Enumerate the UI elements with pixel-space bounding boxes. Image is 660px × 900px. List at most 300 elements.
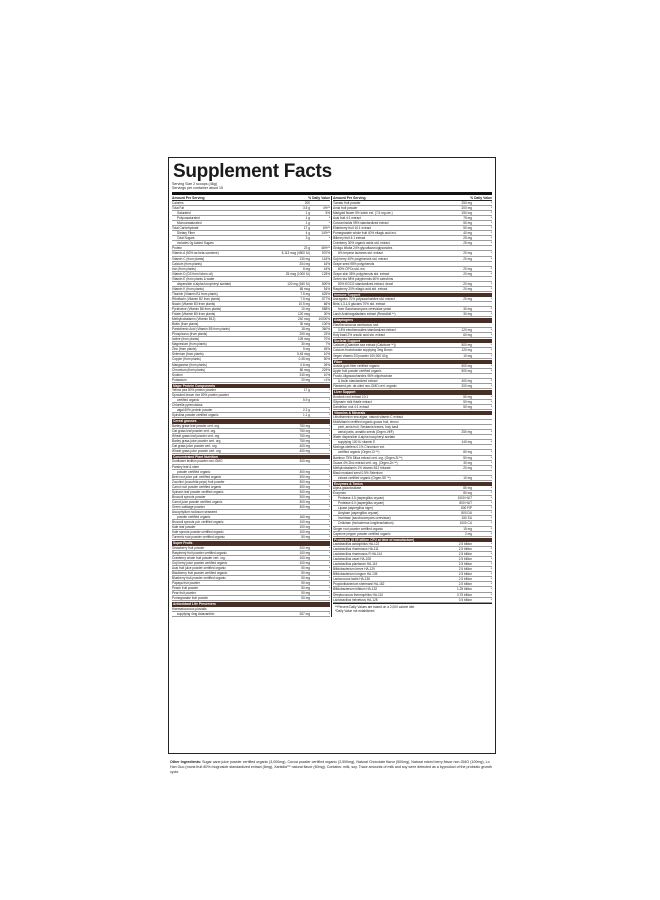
ingredient-row [333, 333, 492, 338]
ingredient-name: Copper (from plants) [172, 357, 201, 362]
ingredient-daily-value: * [490, 384, 492, 389]
ingredient-amount: 250 mg [461, 201, 472, 206]
ingredient-daily-value: * [328, 408, 330, 413]
footnote-not-established: *Daily Value not established [335, 608, 375, 613]
ingredient-name: Lithothamnion sea algae, natural vitamin C extract [333, 415, 403, 420]
footnotes [333, 603, 492, 614]
ingredient-amount: 25 mg [463, 236, 472, 241]
ingredient-daily-value: * [328, 423, 330, 428]
section-header: Adaptogens [333, 318, 492, 322]
ingredient-name: Invertase (saccharomyces cerevisiae) [338, 516, 391, 521]
ingredient-name: Bifidobacterium bifidum HA-132 [333, 587, 378, 592]
ingredient-amount [439, 374, 472, 378]
ingredient-name: Haematococcus pluvialis [172, 606, 207, 611]
other-ingredients-label: Other Ingredients: [170, 760, 202, 764]
ingredient-name: Chlorella pyrenoidosa [172, 403, 203, 408]
ingredient-daily-value [472, 435, 492, 439]
ingredient-name: Pomegranate fruit powder [172, 596, 209, 601]
ingredient-amount: 200 [304, 201, 310, 206]
ingredient-name: Dandelion root 4:1 extract [333, 404, 369, 409]
ingredient-name: Goji berry 40% polyphenols std. extract [333, 256, 388, 261]
ingredient-amount: 10.5 mg [298, 301, 310, 306]
daily-value-label: % Daily Value [470, 195, 492, 200]
ingredient-name: aerial parts, annatto seeds (Orgen-Vit®) [338, 430, 394, 435]
ingredient-amount: 750 mg [299, 433, 310, 438]
ingredient-name: Wheat grass juice powder cert. org. [172, 449, 222, 454]
ingredient-daily-value [310, 465, 330, 469]
ingredient-amount: 30 mcg [299, 322, 310, 327]
ingredient-daily-value [472, 277, 492, 281]
other-ingredients [170, 760, 496, 776]
ingredient-name: Riboflavin (Vitamin B2 from plants) [172, 296, 221, 301]
ingredient-amount: 4 g [305, 231, 310, 236]
ingredient-daily-value: * [328, 530, 330, 535]
ingredient-amount: 50 mg [463, 404, 472, 409]
ingredient-name: from Saccharomyces cerevisiae yeast [338, 307, 391, 312]
ingredient-daily-value: * [490, 379, 492, 384]
ingredient-name: Calories [172, 201, 184, 206]
ingredient-daily-value: * [328, 555, 330, 560]
ingredient-daily-value: * [490, 526, 492, 531]
ingredient-amount: 10 mg [463, 475, 472, 480]
ingredient-daily-value [310, 403, 330, 407]
ingredient-amount: 20 mg [463, 271, 472, 276]
ingredient-name: Potassium [172, 377, 187, 382]
ingredient-name: extract certified organic (Orgen-SE™) [338, 475, 391, 480]
ingredient-name: Beet root juice pdr. certified organic [172, 474, 222, 479]
ingredient-amount: 2.5 billion [458, 582, 472, 587]
ingredient-daily-value: 10000% [318, 317, 330, 322]
ingredient-daily-value: * [328, 565, 330, 570]
ingredient-daily-value: * [328, 580, 330, 585]
ingredient-amount: 15 mg [463, 526, 472, 531]
ingredient-daily-value: * [490, 597, 492, 602]
ingredient-daily-value [472, 420, 492, 424]
ingredient-name: Broccoli sprouts pdr. certified organic [172, 520, 224, 525]
ingredient-name: Enzymes [333, 491, 346, 496]
section-header: Cereal grasses [172, 419, 330, 423]
ingredient-daily-value: 100% [321, 322, 330, 327]
ingredient-name: Amylase (aspergillus oryzae) [338, 511, 379, 516]
ingredient-name: Black mustard seed 0.5% Selenium [333, 470, 383, 475]
ingredient-amount: 750 mg [299, 438, 310, 443]
ingredient-amount: 100 mg [299, 520, 310, 525]
ingredient-name: Burdock root extract 10:1 [333, 394, 369, 399]
ingredient-name: Green tea 98% polyphenols 60% catechins [333, 276, 394, 281]
ingredient-name: certified organic [177, 398, 200, 403]
ingredient-name: Lactobacillus acidophilus HA-122 [333, 542, 380, 547]
ingredient-daily-value: * [490, 460, 492, 465]
ingredient-amount: 400 mg [299, 449, 310, 454]
ingredient-name: Alpha-galactosidase [333, 486, 362, 491]
ingredient-amount: 75 mg [463, 216, 472, 221]
ingredient-daily-value: * [490, 363, 492, 368]
ingredient-daily-value: * [328, 591, 330, 596]
ingredient-daily-value [472, 262, 492, 266]
ingredient-daily-value [310, 393, 330, 397]
ingredient-amount: 150 SU [461, 516, 472, 521]
ingredient-daily-value: 360% [321, 327, 330, 332]
ingredient-daily-value [472, 471, 492, 475]
ingredient-amount: 400 mg [461, 379, 472, 384]
ingredient-name: Methylcobalamin 1% vitamin B12 triturate [333, 465, 391, 470]
ingredient-name: Iron (from plants) [172, 266, 196, 271]
ingredient-daily-value: * [328, 469, 330, 474]
ingredient-daily-value: * [490, 343, 492, 348]
ingredient-amount: 150 mg [461, 211, 472, 216]
ingredient-name: Selenium (from plants) [172, 352, 204, 357]
ingredient-name: Polyunsaturated [177, 216, 200, 221]
ingredient-row [333, 312, 492, 317]
ingredient-amount: 300 mg [299, 504, 310, 509]
ingredient-daily-value: 229% [321, 367, 330, 372]
ingredient-daily-value: * [490, 251, 492, 256]
ingredient-daily-value: 46%** [321, 246, 330, 251]
ingredient-name: Guava 4% Zinc extract cert. org. (Orgen-Zn™) [333, 460, 398, 465]
ingredient-amount: 500 mg [461, 369, 472, 373]
panel-title: Supplement Facts [173, 161, 332, 182]
ingredient-name: Pantothenic Acid (Vitamin B5 from plants) [172, 327, 230, 332]
serving-size: Serving Size 2 scoops (46g) [172, 182, 217, 186]
ingredient-name: powder certified organic [177, 515, 211, 519]
section-header: Vitamins & Minerals [333, 411, 492, 415]
ingredient-name: Manganese (from plants) [172, 362, 207, 367]
ingredient-amount: 800 HUT [459, 501, 472, 506]
ingredient-daily-value: * [490, 450, 492, 455]
ingredient-daily-value: 10% [323, 352, 330, 357]
ingredient-daily-value: * [490, 221, 492, 226]
ingredient-daily-value: * [490, 348, 492, 353]
ingredient-daily-value: * [490, 216, 492, 221]
ingredient-daily-value: * [490, 256, 492, 261]
ingredient-name: Barley grass leaf powder cert. org. [172, 423, 220, 428]
ingredient-amount: 200 mg [299, 545, 310, 550]
ingredient-name: Kale sprouts powder certified organic [172, 530, 224, 535]
ingredient-amount: 120 mcg [297, 312, 310, 317]
ingredient-amount: 1000 HUT [457, 496, 472, 501]
section-header: Enzymes & Tonics [333, 482, 492, 486]
ingredient-daily-value: 570% [321, 251, 330, 256]
ingredient-amount: 1 g [305, 216, 310, 221]
ingredient-name: & inulin standardized extract [338, 379, 378, 384]
ingredient-amount [439, 277, 472, 281]
ingredient-daily-value [472, 302, 492, 306]
ingredient-amount: 267 mg [299, 611, 310, 616]
ingredient-daily-value: * [490, 430, 492, 435]
ingredient-amount: 5.9 g [303, 398, 310, 403]
thick-divider [172, 192, 492, 195]
ingredient-daily-value: * [328, 550, 330, 555]
ingredient-daily-value: * [490, 465, 492, 470]
ingredient-daily-value: * [490, 327, 492, 332]
ingredient-daily-value: * [328, 449, 330, 454]
ingredient-daily-value: 45% [323, 347, 330, 352]
ingredient-name: Silymarin milk thistle extract [333, 399, 372, 404]
ingredient-amount: 240 mcg [297, 317, 310, 322]
ingredient-amount: 250 mg [461, 430, 472, 435]
ingredient-name: Grape skin 35% polyphenols std. extract [333, 271, 390, 276]
ingredient-daily-value: 66% [323, 301, 330, 306]
ingredient-amount: 30 mg [463, 460, 472, 465]
ingredient-name: Parsley leaf & stem [172, 464, 200, 469]
ingredient-name: 6% terpene lactones std. extract [338, 251, 383, 256]
ingredient-daily-value: * [490, 226, 492, 231]
ingredient-daily-value: * [490, 312, 492, 317]
ingredient-amount: 25 mcg (1000 IU) [285, 271, 310, 276]
ingredient-name: Thiamin (Vitamin B1 from plants) [172, 291, 218, 296]
ingredient-name: Cranberry 30% organic acids std. extract [333, 241, 390, 246]
ingredient-amount: 105 mcg [297, 337, 310, 342]
ingredient-name: Bilberry fruit 4:1 extract [333, 236, 366, 241]
ingredient-name: Lactobacillus rhamnosus R HA-114 [333, 552, 382, 557]
ingredient-daily-value: <1% [323, 377, 330, 382]
ingredient-name: Cranberry whole fruit powder cert. org. [172, 555, 226, 560]
ingredient-daily-value: 588% [321, 307, 330, 311]
ingredient-name: Wheat grass leaf powder cert. org. [172, 433, 221, 438]
ingredient-daily-value: * [490, 399, 492, 404]
ingredient-name: peel, amla fruit, Sesbania leaves, holy basil [338, 425, 399, 430]
ingredient-daily-value: * [490, 552, 492, 557]
ingredient-daily-value: * [328, 236, 330, 241]
ingredient-name: Carrot juice powder certified organic [172, 499, 223, 504]
ingredient-amount: 0.45 mg [298, 357, 310, 362]
ingredient-amount: 0.75 billion [456, 592, 472, 597]
ingredient-name: Ginkgo biloba 24% glycoflavonoglycosides [333, 246, 393, 251]
ingredient-daily-value: 144% [321, 256, 330, 261]
ingredient-daily-value: 54% [323, 286, 330, 291]
ingredient-name: Zinc (from plants) [172, 347, 197, 352]
ingredient-daily-value: * [490, 547, 492, 552]
ingredient-daily-value: * [490, 206, 492, 211]
ingredient-name: Lactobacillus plantarum HA-119 [333, 562, 378, 567]
ingredient-amount: 65 mcg [299, 286, 310, 291]
facts-columns [172, 196, 492, 617]
ingredient-name: Cayenne pepper powder certified organic [333, 531, 391, 536]
ingredient-name: Ascophyllum nodosum seaweed [172, 509, 218, 514]
ingredient-daily-value: * [490, 231, 492, 236]
section-header: Fiber [333, 360, 492, 364]
ingredient-amount [439, 420, 472, 424]
ingredient-name: Protease 6.0 (aspergillus oryzae) [338, 501, 385, 506]
ingredient-name: Vitamin A (50% as beta-carotene) [172, 251, 219, 256]
ingredient-daily-value: * [490, 455, 492, 460]
ingredient-amount: 120 mg [461, 327, 472, 332]
ingredient-name: Phosphorus (from plants) [172, 332, 208, 337]
ingredient-name: Apple fruit powder certified organic [333, 369, 382, 373]
amount-per-serving-label: Amount Per Serving [333, 195, 366, 200]
ingredient-amount: 2.5 billion [458, 552, 472, 557]
ingredient-amount: 5,113 mcg (4500 IU) [281, 251, 310, 256]
ingredient-amount [439, 246, 472, 250]
ingredient-name: Lactococcus lactis HA-136 [333, 577, 371, 582]
ingredient-name: Includes 0g Added Sugars [177, 241, 214, 246]
ingredient-daily-value [310, 241, 330, 245]
ingredient-name: Moringa oleifera 0.1% Chromium ext. [333, 445, 385, 450]
ingredient-amount: 2.5 billion [458, 562, 472, 567]
ingredient-daily-value: * [328, 545, 330, 550]
ingredient-amount: 20 mg [301, 377, 310, 382]
ingredient-daily-value: * [328, 520, 330, 525]
ingredient-name: Cellulase (trichoderma longibrachiatum) [338, 521, 394, 526]
ingredient-name: powder certified organic [177, 469, 211, 474]
ingredient-amount: 0.5 billion [458, 597, 472, 602]
ingredient-daily-value: * [490, 307, 492, 312]
ingredient-daily-value: * [328, 489, 330, 494]
ingredient-name: Calcium (Quantum sea extract (Calcitone™)) [333, 343, 396, 348]
ingredient-amount: 300 mg [299, 479, 310, 484]
ingredient-daily-value: * [328, 413, 330, 418]
supplement-facts-panel [168, 157, 496, 754]
ingredient-name: Acacia gum fiber certified organic [333, 363, 380, 368]
ingredient-amount: 2.2 g [303, 408, 310, 413]
section-header: Skeletal Support [333, 339, 492, 343]
section-header: Probiotics (5.95 billion CFU at time of manufacture) [333, 538, 492, 542]
ingredient-name: Eleutherococcus senticosus root [333, 322, 379, 327]
ingredient-amount: 20 mg [463, 281, 472, 286]
ingredient-name: Niacin (Vitamin B3 from plants) [172, 301, 216, 306]
ingredient-name: Methylcobalamin (Vitamin B12) [172, 317, 216, 322]
ingredient-daily-value: 70% [323, 337, 330, 342]
footnote-daily-values: **Percent Daily Values are based on a 2,000 calorie diet. [335, 604, 416, 609]
ingredient-name: Chromium (from plants) [172, 367, 205, 372]
ingredient-name: Broccoli sprouts powder [172, 494, 206, 499]
ingredient-name: Folate (Vitamin B9 from plants) [172, 312, 216, 317]
ingredient-name: Total Carbohydrate [172, 226, 199, 231]
ingredient-name: Magnesium (from plants) [172, 342, 207, 347]
ingredient-name: Ginger root powder certified organic [333, 526, 383, 531]
ingredient-name: Blackberry fruit powder certified organic [172, 570, 228, 575]
ingredient-daily-value [310, 510, 330, 514]
ingredient-daily-value: * [490, 332, 492, 337]
ingredient-row [333, 287, 492, 292]
ingredient-amount: 30 mg [463, 312, 472, 317]
ingredient-name: Vitamin C (from plants) [172, 256, 205, 261]
right-ingredient-list [333, 201, 492, 603]
section-header: Super Fruits [172, 541, 330, 545]
ingredient-amount: 750 mg [299, 423, 310, 428]
ingredient-amount [439, 323, 472, 327]
ingredient-amount: 20 mg [463, 286, 472, 291]
ingredient-amount: 7.5 mg [300, 291, 310, 296]
ingredient-name: Lipase (aspergillus niger) [338, 506, 374, 511]
ingredient-daily-value: * [328, 494, 330, 499]
ingredient-daily-value: 14%** [321, 231, 330, 236]
ingredient-daily-value: * [490, 241, 492, 246]
ingredient-daily-value: 577% [321, 296, 330, 301]
ingredient-amount: 60 mg [463, 332, 472, 337]
ingredient-amount: 17 g [303, 388, 310, 393]
ingredient-amount: 8 mg [303, 266, 310, 271]
ingredient-name: Calcium (from plants) [172, 261, 202, 266]
ingredient-name: Acai fruit juice powder certified organic [172, 565, 226, 570]
ingredient-daily-value: * [328, 525, 330, 530]
ingredient-row [333, 354, 492, 359]
ingredient-daily-value: * [328, 570, 330, 575]
ingredient-daily-value: * [328, 504, 330, 509]
ingredient-daily-value: * [490, 572, 492, 577]
ingredient-amount [439, 302, 472, 306]
ingredient-amount: 80 mg [463, 491, 472, 496]
ingredient-daily-value: * [490, 557, 492, 562]
ingredient-name: Sodium [172, 372, 183, 377]
ingredient-daily-value: * [328, 438, 330, 443]
ingredient-daily-value [472, 445, 492, 449]
ingredient-daily-value: * [490, 286, 492, 291]
amount-per-serving-label: Amount Per Serving [172, 195, 205, 200]
ingredient-name: Curcuminoids 95% standardized extract [333, 221, 389, 226]
ingredient-daily-value: 30% [323, 312, 330, 317]
ingredient-row [333, 384, 492, 389]
ingredient-name: Beta 1,3-1,6 glucans 70% std. extract [333, 302, 386, 307]
ingredient-amount: 10 mg [463, 353, 472, 358]
ingredient-amount: 300 mg [299, 474, 310, 479]
ingredient-amount [439, 471, 472, 475]
ingredient-name: supplying 4mg Astaxanthin [177, 611, 215, 616]
ingredient-daily-value: * [328, 221, 330, 226]
ingredient-name: Amla fruit powder [333, 206, 358, 211]
ingredient-amount: 10 mg [301, 307, 310, 311]
ingredient-amount: 50 mg [463, 399, 472, 404]
ingredient-name: supplying 100 IU vitamin E [338, 440, 376, 445]
ingredient-amount: 200 mg [461, 384, 472, 389]
ingredient-name: Marigold flower 5% lutein ext. (7.5 mg ute.) [333, 211, 393, 216]
ingredient-daily-value: * [490, 516, 492, 521]
ingredient-amount: 240 mg [299, 372, 310, 377]
ingredient-amount: 5.45 mcg [297, 352, 310, 357]
ingredient-name: Oat grass leaf powder cert. org. [172, 428, 216, 433]
ingredient-name: Strawberry fruit powder [172, 545, 205, 550]
ingredient-amount [439, 445, 472, 449]
ingredient-name: Holy basil 2% ursolic acid std. extract [333, 332, 385, 337]
ingredient-daily-value: * [328, 560, 330, 565]
ingredient-name: Tomato fruit powder [333, 201, 361, 206]
ingredient-name: Vitamin D (D3 from lichen oil) [172, 271, 213, 276]
ingredient-daily-value: * [328, 433, 330, 438]
ingredient-daily-value: * [328, 388, 330, 393]
section-header: Major Protein Components [172, 384, 330, 388]
ingredient-daily-value: * [490, 577, 492, 582]
ingredient-daily-value: * [328, 484, 330, 489]
ingredient-name: Iodine (from plants) [172, 337, 200, 342]
ingredient-amount: 5 mg [303, 347, 310, 352]
ingredient-row [172, 535, 330, 540]
ingredient-daily-value: * [490, 236, 492, 241]
ingredient-name: Vitamin K (from plants) [172, 286, 204, 291]
ingredient-daily-value: * [328, 499, 330, 504]
ingredient-name: Multivitamin certified organic guava fruit, lemon [333, 420, 399, 425]
ingredient-daily-value: * [490, 567, 492, 572]
ingredient-daily-value: * [328, 479, 330, 484]
ingredient-amount: 23 g [303, 246, 310, 251]
ingredient-amount: 2.5 billion [458, 557, 472, 562]
ingredient-amount: 30 mg [463, 307, 472, 312]
ingredient-daily-value: * [490, 511, 492, 516]
ingredient-daily-value: * [490, 531, 492, 536]
ingredient-name: Carrot root powder certified organic [172, 484, 222, 489]
ingredient-amount [439, 435, 472, 439]
ingredient-daily-value: * [490, 496, 492, 501]
ingredient-name: Protease 4.5 (aspergillus oryzae) [338, 496, 385, 501]
ingredient-amount [277, 607, 310, 611]
ingredient-amount: 100 mg [299, 560, 310, 565]
ingredient-name: Sprouted brown rice 80% protein powder [172, 393, 229, 398]
ingredient-daily-value: * [490, 491, 492, 496]
ingredient-name: Bifidobacterium longum HA-135 [333, 572, 378, 577]
ingredient-daily-value [472, 246, 492, 250]
ingredient-amount: 50 mg [301, 570, 310, 575]
ingredient-name: certified organic (Orgen-Cr™) [338, 450, 380, 455]
ingredient-amount: 50 mg [463, 226, 472, 231]
